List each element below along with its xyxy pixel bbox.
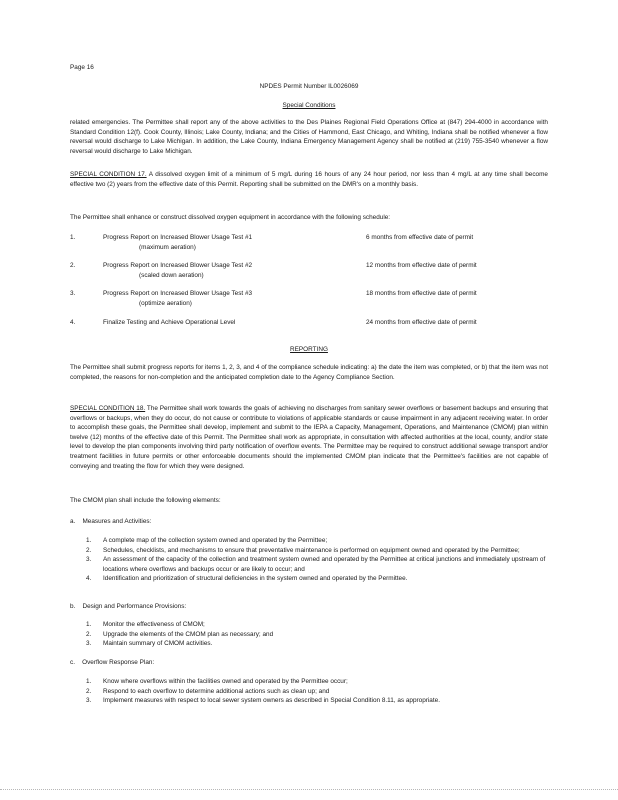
special-condition-18-label: SPECIAL CONDITION 18. xyxy=(70,405,146,412)
list-item: 3. Implement measures with respect to local sewer system owners as described in Special Condition 8.11, as appropriate. xyxy=(86,697,440,705)
list-item: 2. Upgrade the elements of the CMOM plan as necessary; and xyxy=(86,630,274,638)
special-condition-18 xyxy=(70,404,548,471)
schedule-item-time: 12 months from effective date of permit xyxy=(366,262,477,269)
section-title: Special Conditions xyxy=(282,102,336,109)
schedule-intro: The Permittee shall enhance or construct dissolved oxygen equipment in accordance with the following schedule: xyxy=(70,214,391,221)
schedule-item-time: 18 months from effective date of permit xyxy=(366,290,477,297)
list-item: 1. Know where overflows within the facilities owned and operated by the Permittee occur; xyxy=(86,678,348,685)
section-b-heading: b. Design and Performance Provisions: xyxy=(70,603,187,610)
schedule-item-number: 1. xyxy=(70,234,76,241)
intro-paragraph: related emergencies. The Permittee shall report any of the above activities to the Des Plaines Regional Field Operations Office at (847) 294-4000 in accordance with Standard Condition 12(f). Cook County, Illinois; Lake County, Indiana; and the Cities of Hammond, East Chicago, and Whiting, Indiana shall be notified whenever a flow reversal would discharge to Lake Michigan. In addition, the Lake County, Indiana Emergency Management Agency shall be notified at (219) 755-3540 whenever a flow reversal would discharge to Lake Michigan. xyxy=(70,119,548,155)
section-c-list xyxy=(86,677,548,706)
schedule-item-number: 3. xyxy=(70,290,76,297)
schedule-item-text: Progress Report on Increased Blower Usage Test #1 (maximum aeration) xyxy=(103,234,253,251)
section-c-heading: c. Overflow Response Plan: xyxy=(70,659,155,666)
permit-number: NPDES Permit Number IL0026069 xyxy=(259,83,359,90)
special-condition-17 xyxy=(70,170,548,189)
list-item: 1. Monitor the effectiveness of CMOM; xyxy=(86,621,205,628)
reporting-title: REPORTING xyxy=(290,346,328,353)
cmom-intro: The CMOM plan shall include the following elements: xyxy=(70,497,221,504)
list-item: 4. Identification and prioritization of structural deficiencies in the system owned and operated by the Permittee. xyxy=(86,575,408,583)
special-condition-18-text: The Permittee shall work towards the goals of achieving no discharges from sanitary sewer overflows or basement backups and ensuring that overflows or backups, when they do occur, do not cause or contribute to violations of applicable standards or cause impairment in any adjacent receiving water. In order to accomplish these goals, the Permittee shall develop, implement and submit to the IEPA a Capacity, Management, Operations, and Maintenance (CMOM) plan within twelve (12) months of the effective date of this Permit. The Permittee shall work as appropriate, in consultation with affected authorities at the local, county, and/or state level to develop the plan components involving third party notification of overflow events. The Permittee may be required to construct additional sewage transport and/or treatment facilities in future permits or other enforceable documents should the implemented CMOM plan indicate that the Permittee's facilities are not capable of conveying and treating the flow for which they were designed. xyxy=(70,405,548,470)
special-condition-17-label: SPECIAL CONDITION 17. xyxy=(70,171,147,178)
list-item: 3. An assessment of the capacity of the collection and treatment system owned and operated by the Permittee at critical junctions and immediately upstream of locations where overflows and backups occur or are likely to occur; and xyxy=(86,556,546,573)
schedule-item-text: Progress Report on Increased Blower Usage Test #2 (scaled down aeration) xyxy=(103,262,253,279)
schedule-item-time: 24 months from effective date of permit xyxy=(366,319,477,326)
section-a-heading: a. Measures and Activities: xyxy=(70,518,152,525)
section-a-list xyxy=(86,536,548,584)
schedule-item-text: Progress Report on Increased Blower Usage Test #3 (optimize aeration) xyxy=(103,290,253,307)
list-item: 2. Schedules, checklists, and mechanisms to ensure that preventative maintenance is performed on equipment owned and operated by the Permittee; xyxy=(86,546,520,554)
list-item: 1. A complete map of the collection system owned and operated by the Permittee; xyxy=(86,537,328,544)
schedule-item-number: 4. xyxy=(70,319,76,326)
special-condition-17-text: A dissolved oxygen limit of a minimum of 5 mg/L during 16 hours of any 24 hour period, nor less than 4 mg/L at any time shall become effective two (2) years from the effective date of this Permit. Reporting shall be submitted on the DMR's on a monthly basis. xyxy=(70,171,548,188)
page-number: Page 16 xyxy=(70,64,94,71)
schedule-item-number: 2. xyxy=(70,262,76,269)
schedule-item-text: Finalize Testing and Achieve Operational Level xyxy=(103,319,236,326)
scan-footer-line xyxy=(0,789,618,793)
schedule-item-time: 6 months from effective date of permit xyxy=(366,234,474,241)
list-item: 3. Maintain summary of CMOM activities. xyxy=(86,640,213,648)
list-item: 2. Respond to each overflow to determine additional actions such as clean up; and xyxy=(86,687,330,695)
reporting-paragraph: The Permittee shall submit progress reports for items 1, 2, 3, and 4 of the compliance schedule indicating: a) the date the item was completed, or b) that the item was not completed, the reasons for non-completion and the anticipated completion date to the Agency Compliance Section. xyxy=(70,364,548,381)
section-b-list xyxy=(86,620,548,649)
